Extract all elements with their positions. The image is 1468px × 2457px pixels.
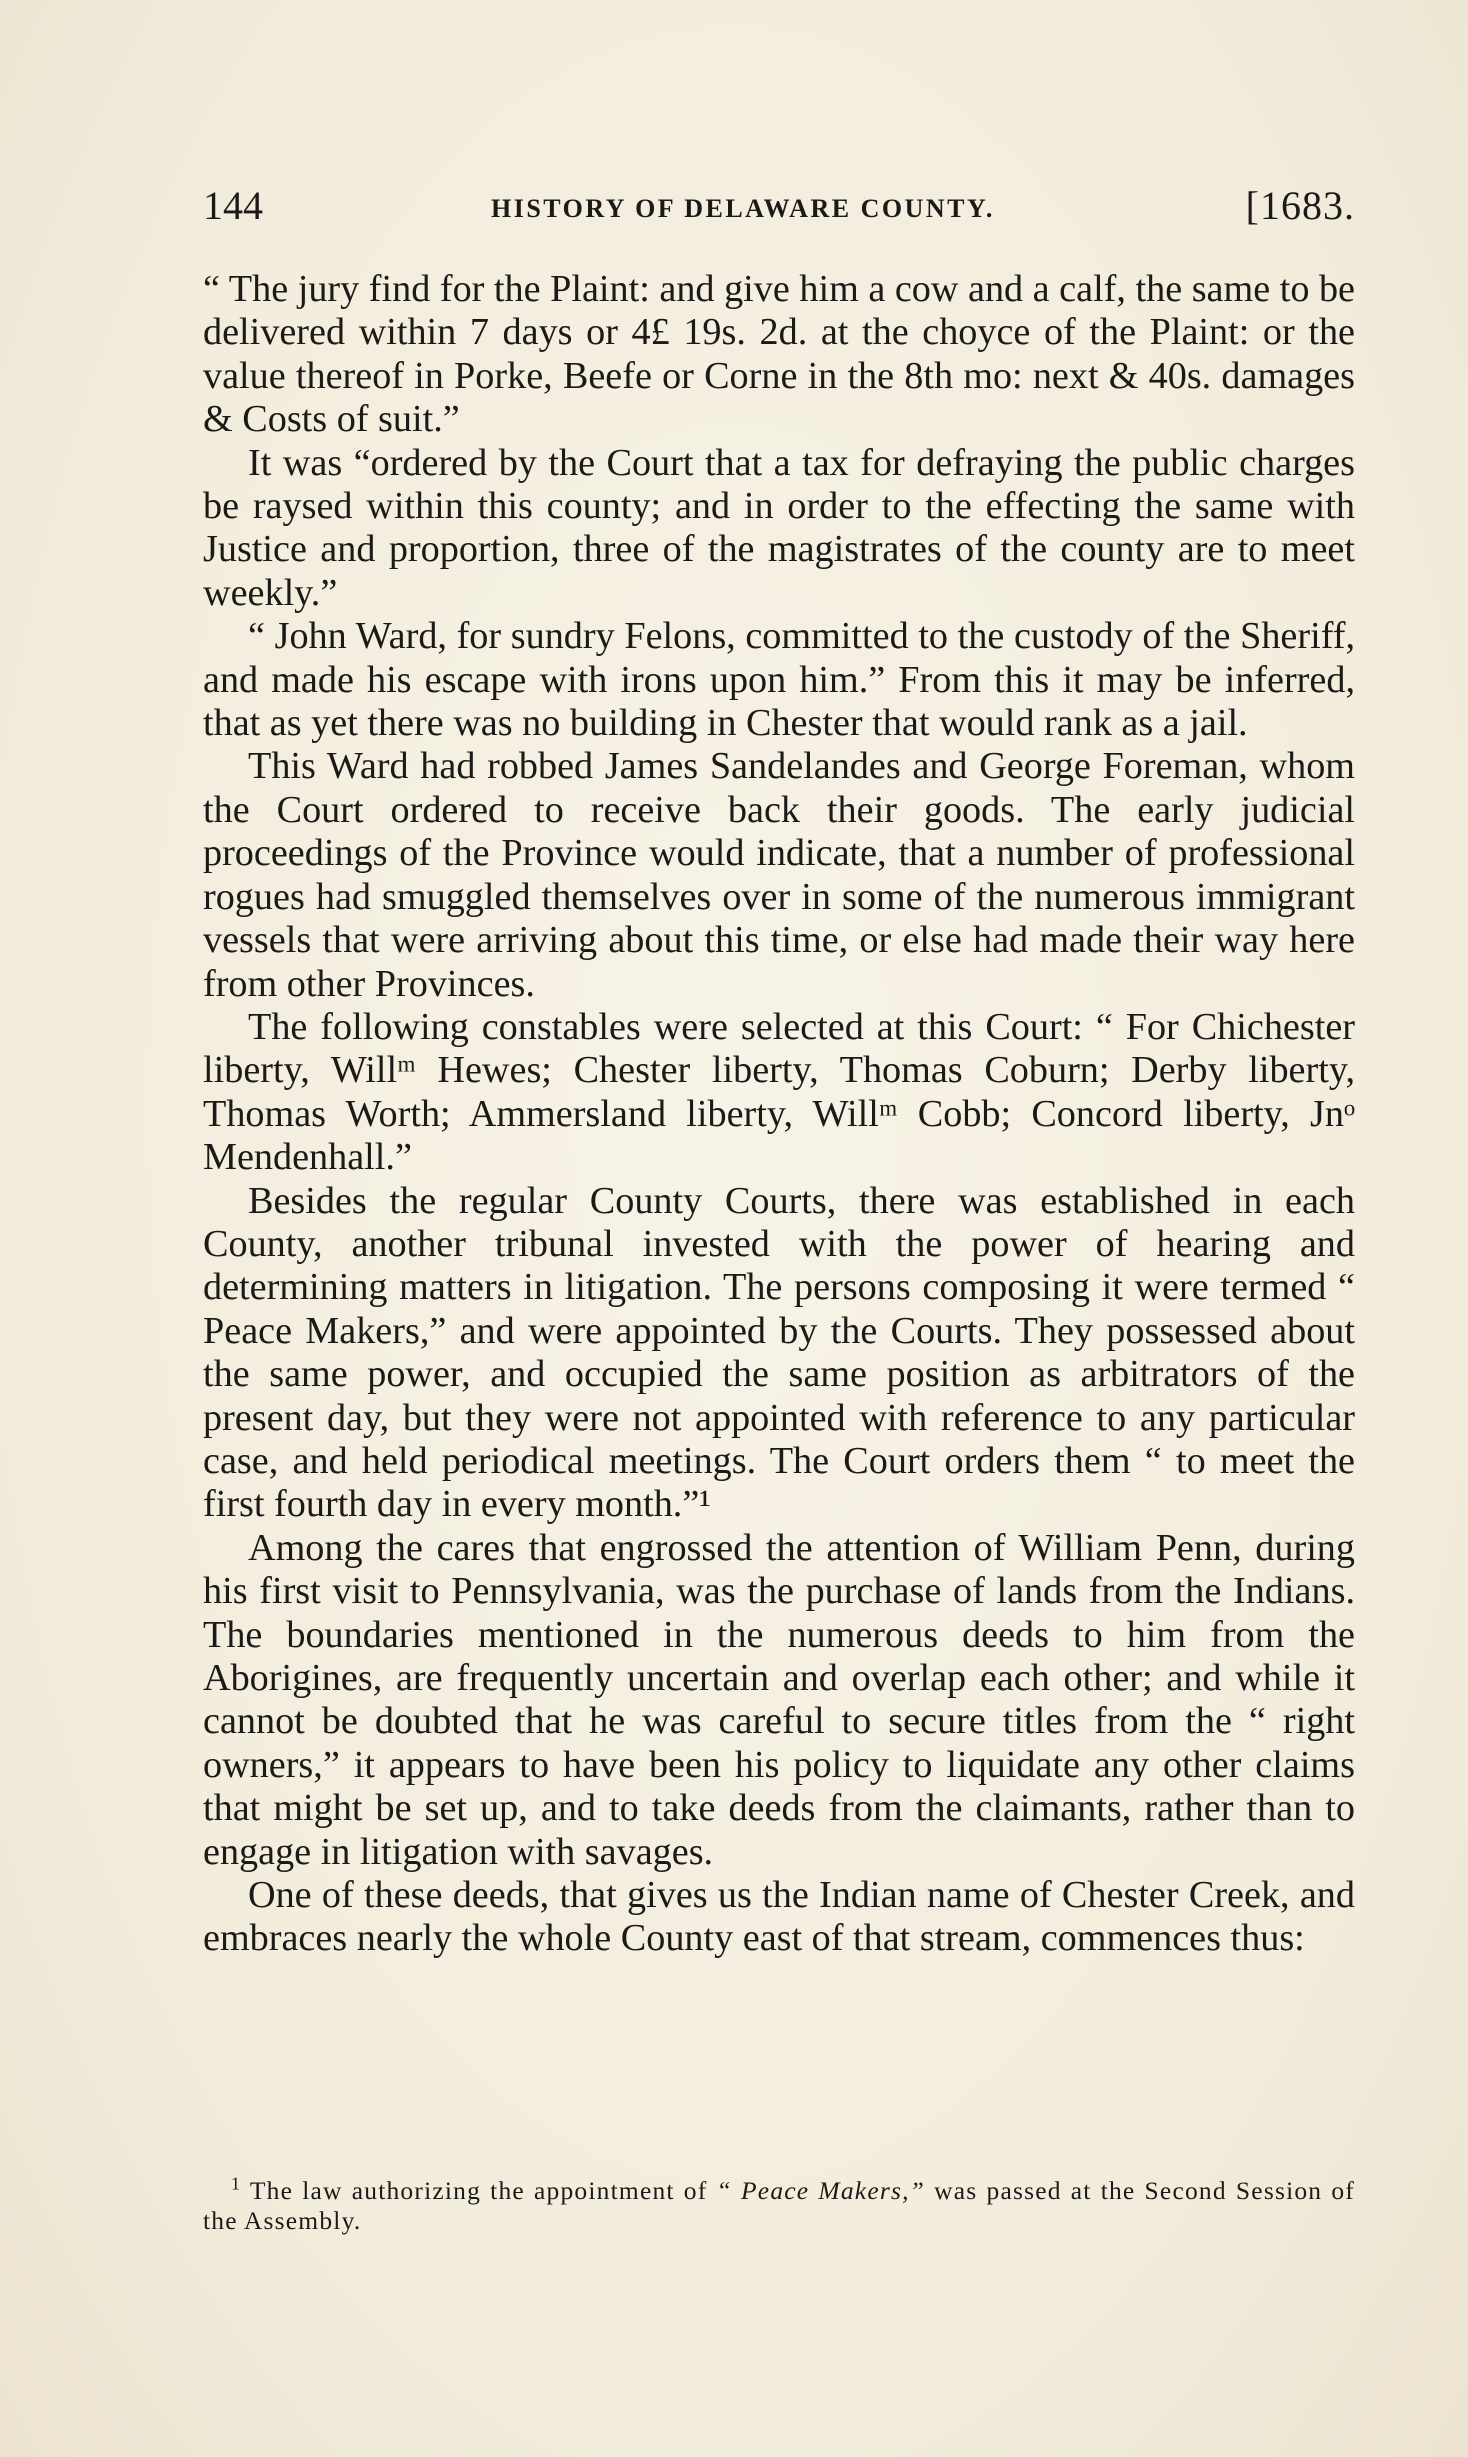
footnote-italic: “ Peace Makers,”	[716, 2176, 926, 2205]
paragraph-indian-lands: Among the cares that engrossed the attention of William Penn, during his first visit to Pennsylvania, was the purchase of lands from the Indians. The boundaries mentioned in the numerous deeds to him from the Aborigines, are frequently uncertain and overlap each other; and while it cannot be doubted that he was careful to secure titles from the “ right owners,” it appears to have been his policy to liquidate any other claims that might be set up, and to take deeds from the claimants, rather than to engage in litigation with savages.	[203, 1526, 1355, 1873]
footnote-text-after: was passed at the Second Session of the Assembly.	[203, 2176, 1356, 2235]
footnote-text	[203, 2173, 1356, 2236]
footnote-mark: 1	[231, 2173, 242, 2194]
paragraph-tax-order: It was “ordered by the Court that a tax for defraying the public charges be raysed within this county; and in order to the effecting the same with Justice and proportion, three of the magistrates of the county are to meet weekly.”	[203, 441, 1355, 614]
paragraph-chester-creek-deed: One of these deeds, that gives us the Indian name of Chester Creek, and embraces nearly the whole County east of that stream, commences thus:	[203, 1874, 1355, 1960]
page-header	[203, 182, 1355, 232]
paragraph-john-ward: “ John Ward, for sundry Felons, committed to the custody of the Sheriff, and made his escape with irons upon him.” From this it may be inferred, that as yet there was no building in Chester that would rank as a jail.	[203, 615, 1355, 745]
paragraph-constables: The following constables were selected at this Court: “ For Chichester liberty, Willᵐ Hewes; Chester liberty, Thomas Coburn; Derby liberty, Thomas Worth; Ammersland liberty, Willᵐ Cobb; Concord liberty, Jnᵒ Mendenhall.”	[203, 1005, 1355, 1179]
header-year: [1683.	[1245, 183, 1355, 228]
paragraph-jury-verdict: “ The jury find for the Plaint: and give him a cow and a calf, the same to be delivered within 7 days or 4£ 19s. 2d. at the choyce of the Plaint: or the value thereof in Porke, Beefe or Corne in the 8th mo: next & 40s. damages & Costs of suit.”	[203, 268, 1355, 441]
page-number: 144	[203, 183, 263, 228]
footnote	[203, 2173, 1356, 2236]
running-title: HISTORY OF DELAWARE COUNTY.	[491, 194, 995, 223]
footnote-text-before: The law authorizing the appointment of	[249, 2176, 717, 2205]
body-text	[203, 268, 1355, 1961]
paragraph-ward-robbery: This Ward had robbed James Sandelandes and George Foreman, whom the Court ordered to receive back their goods. The early judicial proceedings of the Province would indicate, that a number of professional rogues had smuggled themselves over in some of the numerous immigrant vessels that were arriving about this time, or else had made their way here from other Provinces.	[203, 745, 1355, 1005]
paragraph-peace-makers: Besides the regular County Courts, there was established in each County, another tribunal invested with the power of hearing and determining matters in litigation. The persons composing it were termed “ Peace Makers,” and were appointed by the Courts. They possessed about the same power, and occupied the same position as arbitrators of the present day, but they were not appointed with reference to any particular case, and held periodical meetings. The Court orders them “ to meet the first fourth day in every month.”¹	[203, 1179, 1355, 1526]
